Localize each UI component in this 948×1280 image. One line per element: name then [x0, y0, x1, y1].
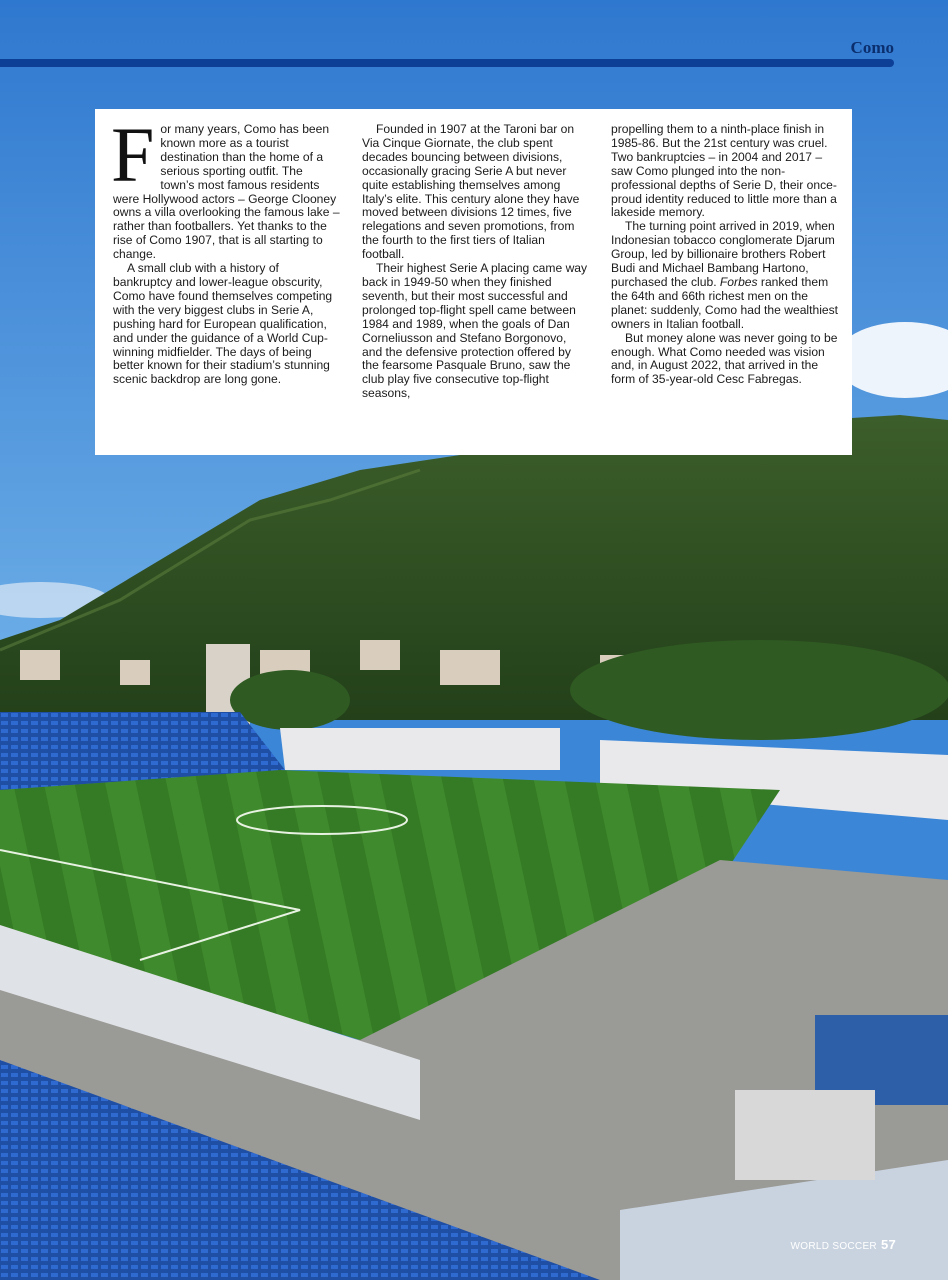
- paragraph: Founded in 1907 at the Taroni bar on Via Cinque Giornate, the club spent decades bouncing between divisions, occasionally gracing Serie A but never quite establishing themselves among Italy’s elite. This century alone they have moved between divisions 12 times, five relegations and seven promotions, from the fourth to the first tiers of Italian football.: [362, 122, 580, 262]
- paragraph: propelling them to a ninth-place finish in 1985-86. But the 21st century was cruel. Two bankruptcies – in 2004 and 2017 – saw Como plunged into the non-professional depths of Serie D, their once-proud identity reduced to little more than a lakeside memory.: [611, 122, 837, 220]
- building: [735, 1090, 875, 1180]
- page-number: 57: [880, 1237, 896, 1252]
- article-column-3: [611, 123, 838, 455]
- trees: [230, 670, 350, 730]
- paragraph: But money alone was never going to be enough. What Como needed was vision and, in August 2022, that arrived in the form of 35-year-old Cesc Fabregas.: [611, 330, 838, 387]
- paragraph-text: or many years, Como has been known more as a tourist destination than the home of a serious sporting outfit. The town’s most famous residents were Hollywood actors – George Clooney owns a villa overlooking the famous lake – rather than footballers. Yet thanks to the rise of Como 1907, that is all starting to change.: [113, 122, 340, 262]
- paragraph: A small club with a history of bankruptcy and lower-league obscurity, Como have found themselves competing with the very biggest clubs in Serie A, pushing hard for European qualification, and under the guidance of a World Cup-winning midfielder. The days of being better known for their stadium’s stunning scenic backdrop are long gone.: [113, 261, 333, 387]
- back-stand: [280, 728, 560, 770]
- header-rule: [0, 59, 894, 67]
- article-text-box: [95, 109, 852, 455]
- paragraph-text: The turning point arrived in 2019, when Indonesian tobacco conglomerate Djarum Group, led by billionaire brothers Robert Budi and Michael Bambang Hartono, purchased the club.: [611, 219, 835, 289]
- paragraph: [611, 220, 838, 331]
- article-column-1: [111, 111, 340, 455]
- section-label: Como: [850, 38, 894, 57]
- publication-name: Forbes: [719, 274, 758, 289]
- trees: [570, 640, 948, 740]
- drop-cap: F: [111, 111, 155, 198]
- article-column-2: [362, 123, 589, 455]
- paragraph: [111, 111, 340, 262]
- paragraph-text: ranked them the 64th and 66th richest men on the planet: suddenly, Como had the wealthiest owners in Italian football.: [611, 274, 839, 331]
- page-footer: [791, 1237, 896, 1252]
- paragraph: Their highest Serie A placing came way back in 1949-50 when they finished seventh, but their most successful and prolonged top-flight spell came between 1984 and 1989, when the goals of Dan Corneliusson and Stefano Borgonovo, and the defensive protection offered by the fearsome Pasquale Bruno, saw the club play five consecutive top-flight seasons,: [362, 261, 588, 401]
- magazine-name: WORLD SOCCER: [790, 1241, 877, 1252]
